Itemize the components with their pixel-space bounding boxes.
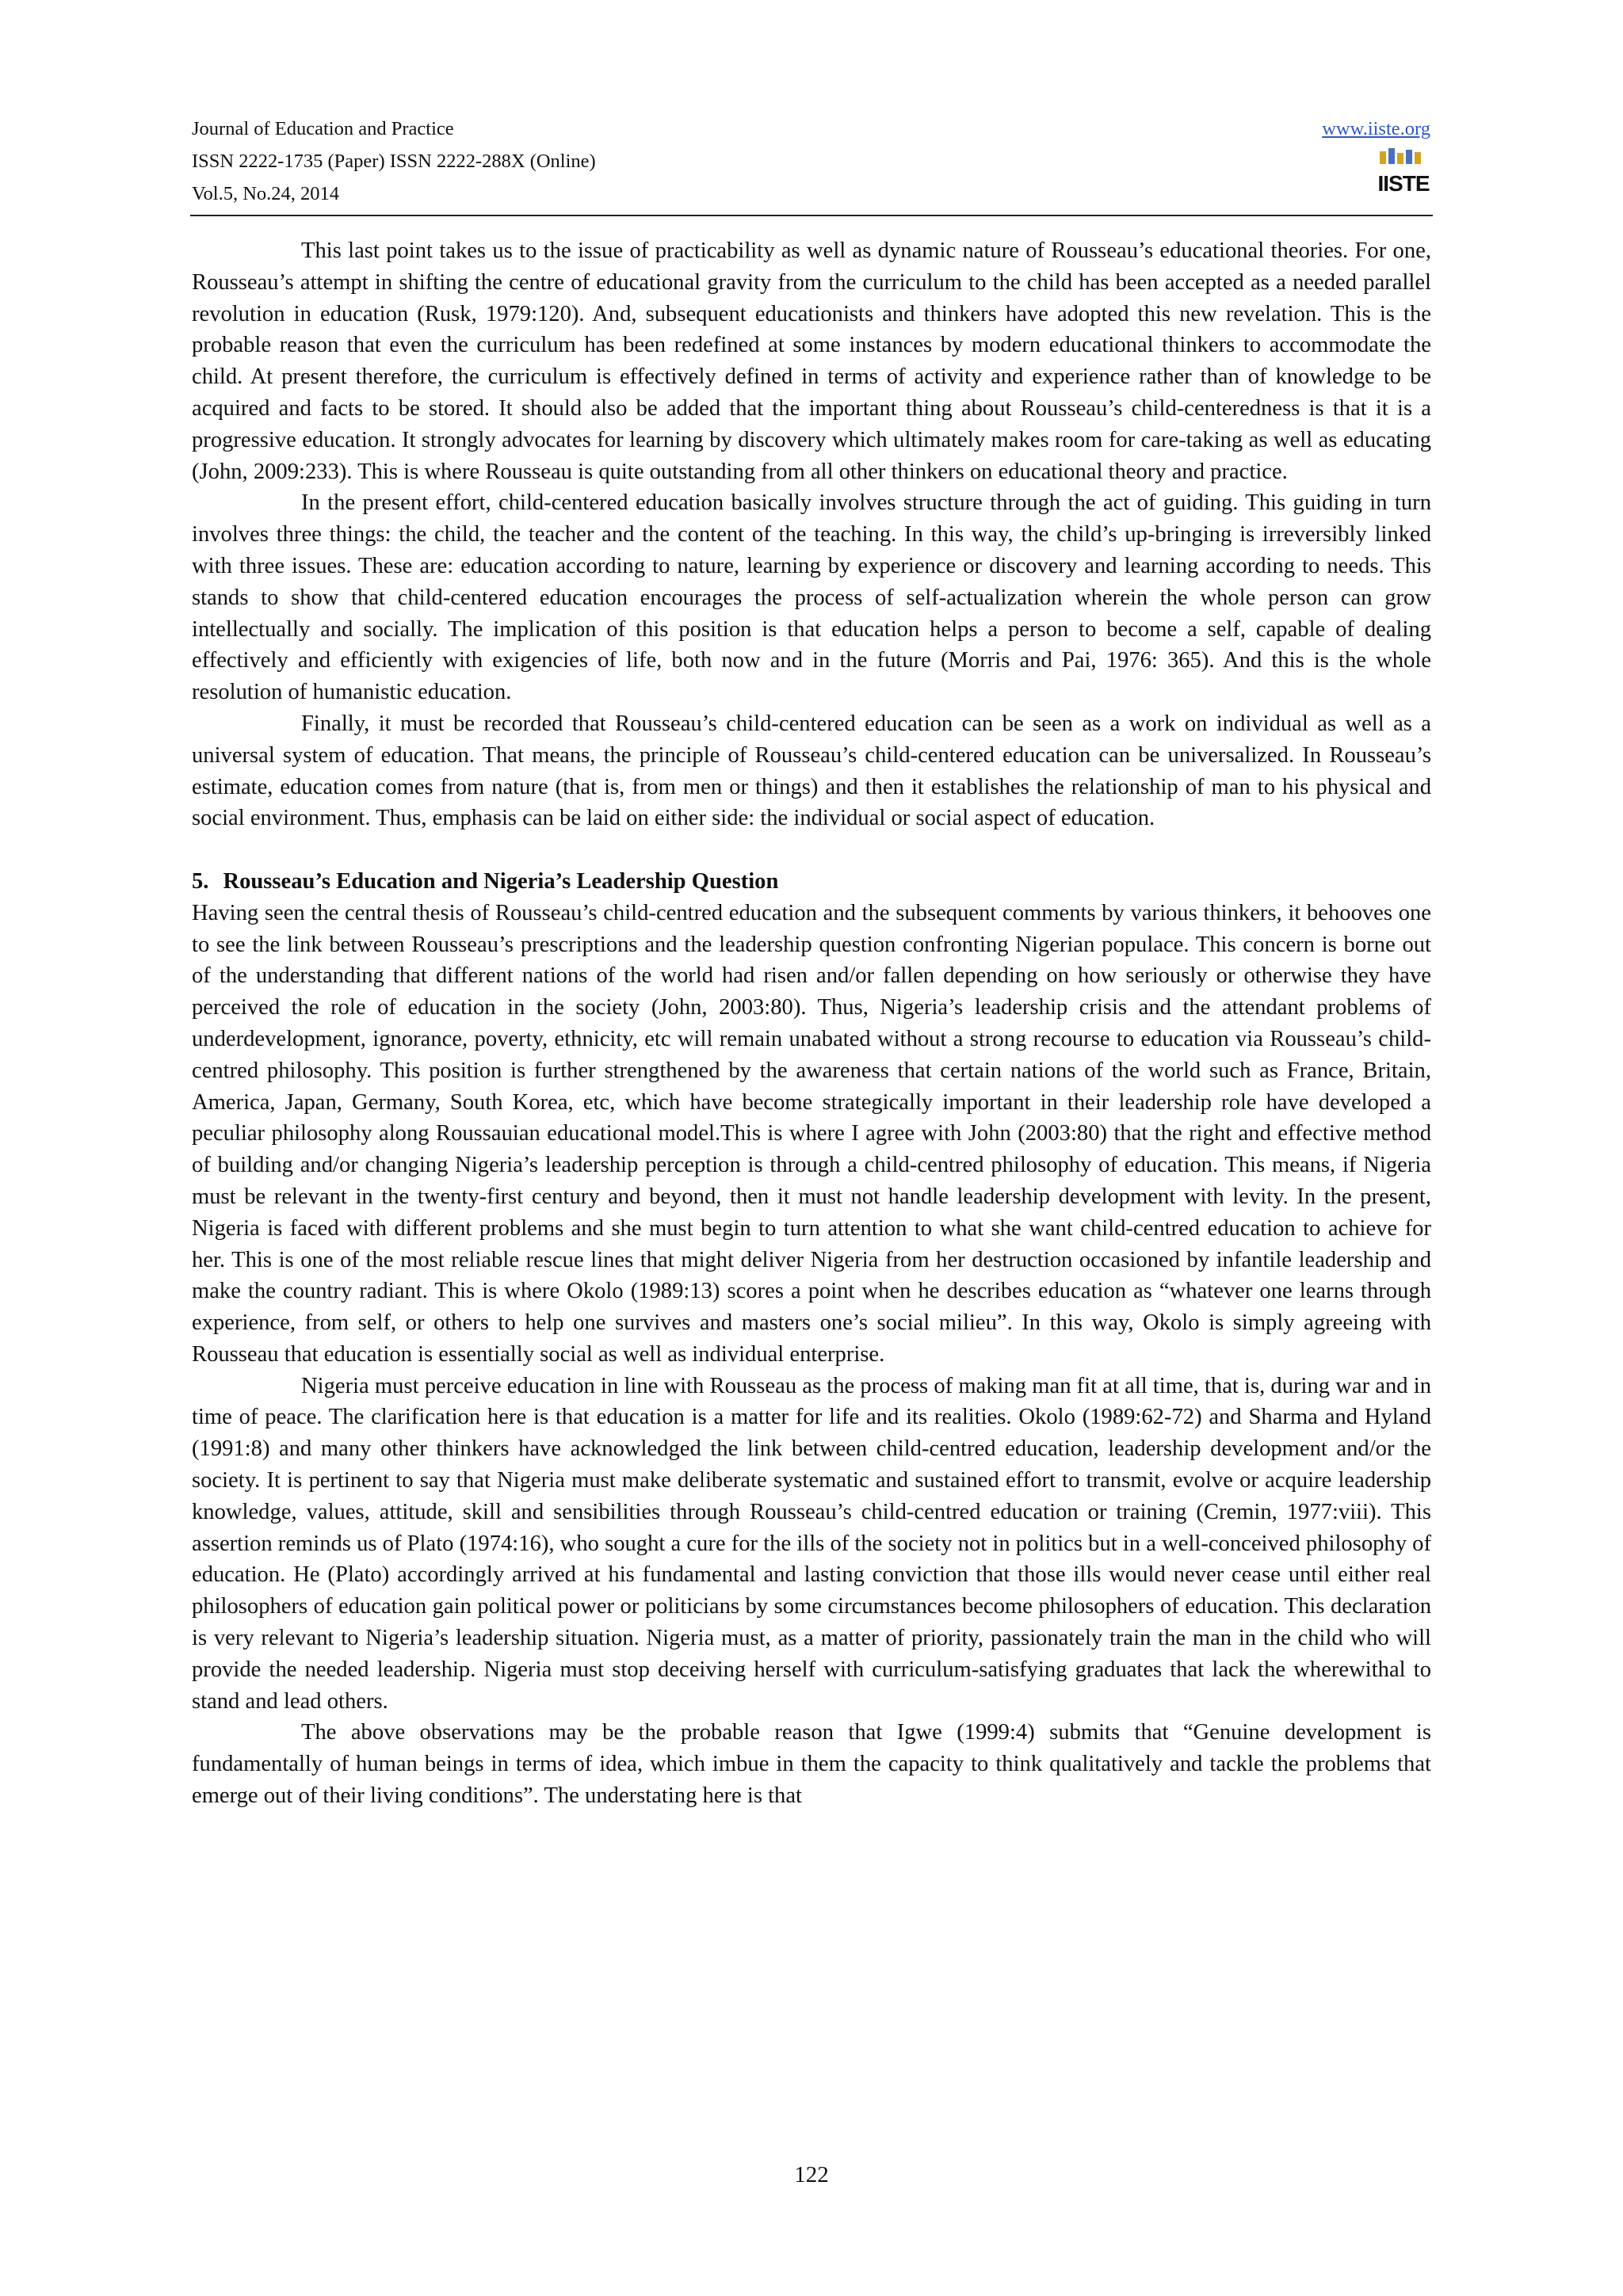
journal-volume: Vol.5, No.24, 2014: [192, 183, 340, 204]
journal-header: [192, 113, 596, 210]
section-title: Rousseau’s Education and Nigeria’s Leadership Question: [223, 868, 779, 894]
logo-bar: [1397, 153, 1403, 164]
article-body: [192, 235, 1431, 1812]
paragraph: Having seen the central thesis of Rousseau’s child-centred education and the subsequent comments by various thinkers, it behooves one to see the link between Rousseau’s prescriptions and the leadership question confronting Nigerian populace. This concern is borne out of the understanding that different nations of the world had risen and/or fallen depending on how seriously or otherwise they have perceived the role of education in the society (John, 2003:80). Thus, Nigeria’s leadership crisis and the attendant problems of underdevelopment, ignorance, poverty, ethnicity, etc will remain unabated without a strong recourse to education via Rousseau’s child-centred philosophy. This position is further strengthened by the awareness that certain nations of the world such as France, Britain, America, Japan, Germany, South Korea, etc, which have become strategically important in their leadership role have developed a peculiar philosophy along Roussauian educational model.This is where I agree with John (2003:80) that the right and effective method of building and/or changing Nigeria’s leadership perception is through a child-centred philosophy of education. This means, if Nigeria must be relevant in the twenty-first century and beyond, then it must not handle leadership development with levity. In the present, Nigeria is faced with different problems and she must begin to turn attention to what she want child-centred education to achieve for her. This is one of the most reliable rescue lines that might deliver Nigeria from her destruction occasioned by infantile leadership and make the country radiant. This is where Okolo (1989:13) scores a point when he describes education as “whatever one learns through experience, from self, or others to help one survives and masters one’s social milieu”. In this way, Okolo is simply agreeing with Rousseau that education is essentially social as well as individual enterprise.: [192, 900, 1431, 1367]
paragraph: Finally, it must be recorded that Rousseau’s child-centered education can be seen as a work on individual as well as a universal system of education. That means, the principle of Rousseau’s child-centered education can be universalized. In Rousseau’s estimate, education comes from nature (that is, from men or things) and then it establishes the relationship of man to his physical and social environment. Thus, emphasis can be laid on either side: the individual or social aspect of education.: [192, 711, 1431, 831]
paragraph: In the present effort, child-centered education basically involves structure through the act of guiding. This guiding in turn involves three things: the child, the teacher and the content of the teaching. In this way, the child’s up-bringing is irreversibly linked with three issues. These are: education according to nature, learning by experience or discovery and learning according to needs. This stands to show that child-centered education encourages the process of self-actualization wherein the whole person can grow intellectually and socially. The implication of this position is that education helps a person to become a self, capable of dealing effectively and efficiently with exigencies of life, both now and in the future (Morris and Pai, 1976: 365). And this is the whole resolution of humanistic education.: [192, 490, 1431, 705]
logo-bar: [1415, 152, 1421, 164]
journal-issn: ISSN 2222-1735 (Paper) ISSN 2222-288X (Online): [192, 151, 596, 172]
paragraph: Nigeria must perceive education in line with Rousseau as the process of making man fit at all time, that is, during war and in time of peace. The clarification here is that education is a matter for life and its realities. Okolo (1989:62-72) and Sharma and Hyland (1991:8) and many other thinkers have acknowledged the link between child-centred education, leadership development and/or the society. It is pertinent to say that Nigeria must make deliberate systematic and sustained effort to transmit, evolve or acquire leadership knowledge, values, attitude, skill and sensibilities through Rousseau’s child-centred education or training (Cremin, 1977:viii). This assertion reminds us of Plato (1974:16), who sought a cure for the ills of the society not in politics but in a well-conceived philosophy of education. He (Plato) accordingly arrived at his fundamental and lasting conviction that those ills would never cease until either real philosophers of education gain political power or politicians by some circumstances become philosophers of education. This declaration is very relevant to Nigeria’s leadership situation. Nigeria must, as a matter of priority, passionately train the man in the child who will provide the needed leadership. Nigeria must stop deceiving herself with curriculum-satisfying graduates that lack the wherewithal to stand and lead others.: [192, 1373, 1431, 1714]
section-number: 5.: [192, 868, 209, 894]
journal-title: Journal of Education and Practice: [192, 118, 454, 139]
iiste-logo-bars: [1380, 148, 1421, 164]
iiste-logo: [1377, 147, 1430, 204]
paragraph: The above observations may be the probable reason that Igwe (1999:4) submits that “Genuine development is fundamentally of human beings in terms of idea, which imbue in them the capacity to think qualitatively and tackle the problems that emerge out of their living conditions”. The understating here is that: [192, 1720, 1431, 1809]
page-number: 122: [794, 2162, 829, 2187]
paragraph: This last point takes us to the issue of practicability as well as dynamic nature of Rousseau’s educational theories. For one, Rousseau’s attempt in shifting the centre of educational gravity from the curriculum to the child has been accepted as a needed parallel revolution in education (Rusk, 1979:120). And, subsequent educationists and thinkers have adopted this new revelation. This is the probable reason that even the curriculum has been redefined at some instances by modern educational thinkers to accommodate the child. At present therefore, the curriculum is effectively defined in terms of activity and experience rather than of knowledge to be acquired and facts to be stored. It should also be added that the important thing about Rousseau’s child-centeredness is that it is a progressive education. It strongly advocates for learning by discovery which ultimately makes room for care-taking as well as educating (John, 2009:233). This is where Rousseau is quite outstanding from all other thinkers on educational theory and practice.: [192, 238, 1431, 484]
iiste-logo-text: IISTE: [1377, 171, 1430, 196]
section-heading: [192, 866, 1431, 898]
header-divider: [190, 215, 1433, 216]
logo-bar: [1406, 150, 1412, 164]
logo-bar: [1380, 151, 1386, 164]
journal-website-link[interactable]: www.iiste.org: [1322, 118, 1430, 139]
logo-bar: [1388, 148, 1395, 164]
